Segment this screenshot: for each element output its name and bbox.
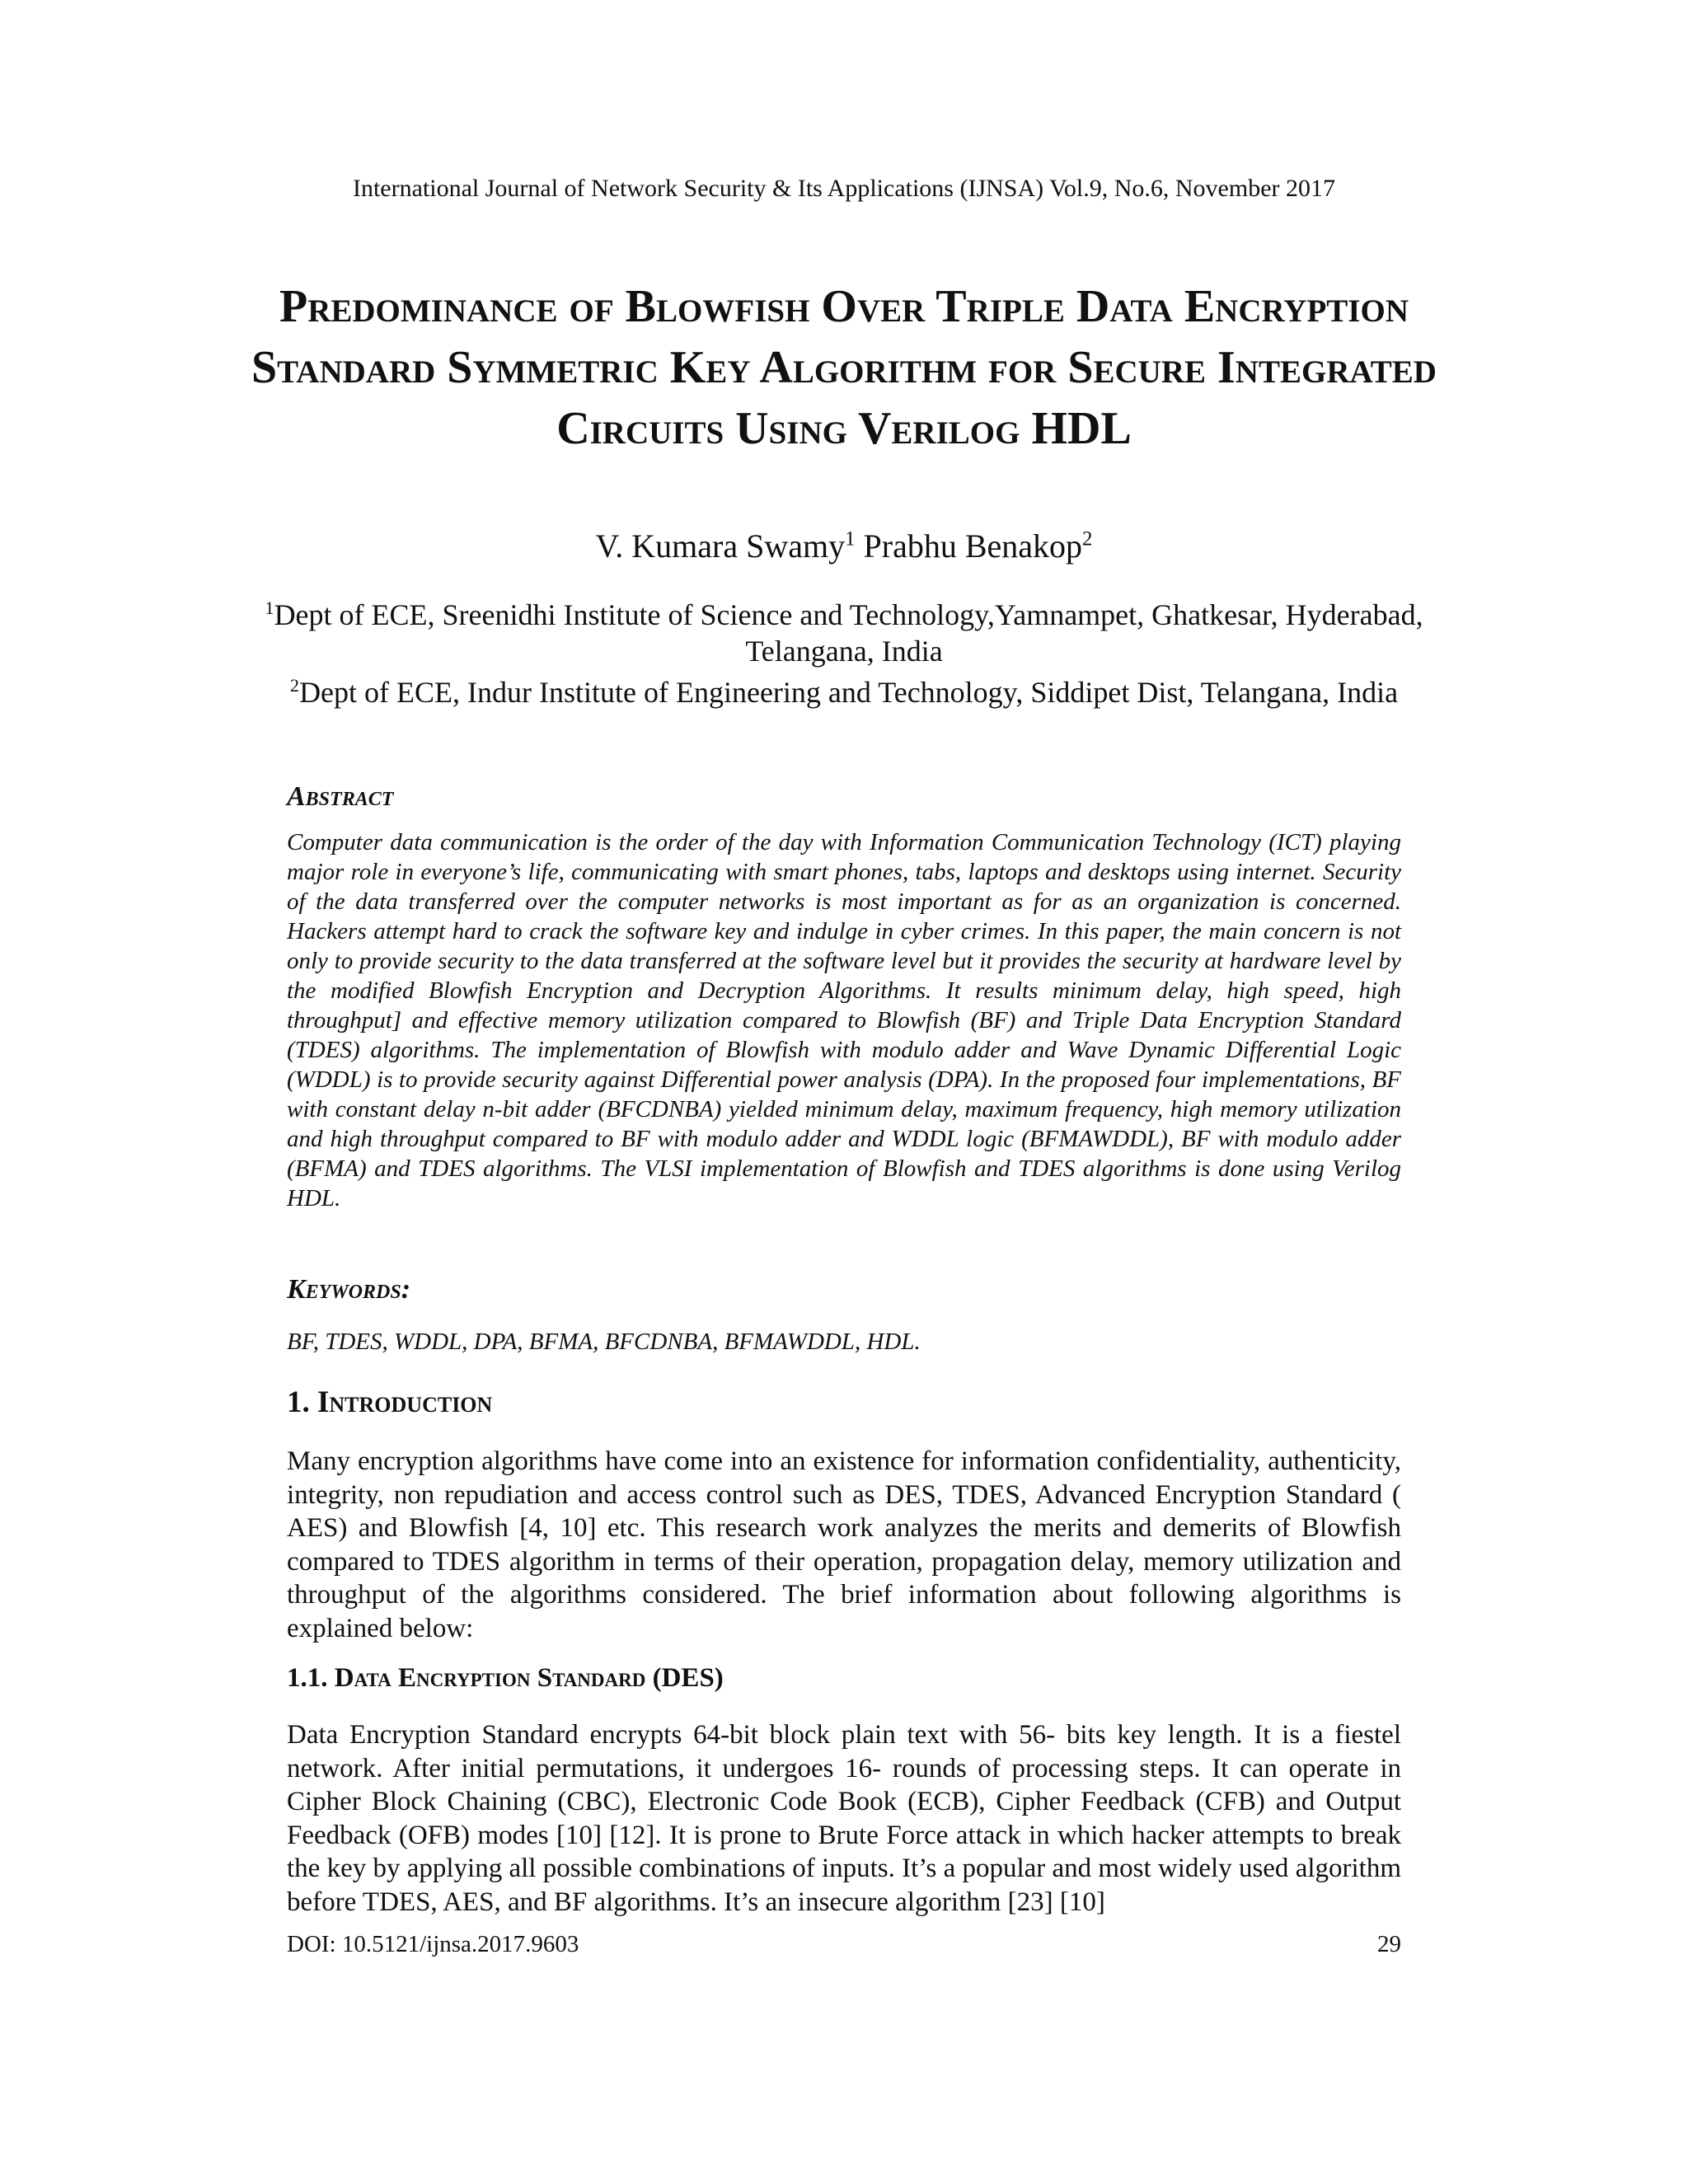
page-number: 29 [1377,1931,1401,1957]
author-1-mark: 1 [845,527,856,551]
author-line [0,526,1688,567]
introduction-heading: 1. Introduction [287,1385,493,1419]
keywords-text: BF, TDES, WDDL, DPA, BFMA, BFCDNBA, BFMAWDDL, HDL. [287,1329,921,1355]
author-2-mark: 2 [1082,527,1093,551]
affiliation-2-mark: 2 [289,675,300,696]
paper-title: Predominance of Blowfish Over Triple Data Encryption Standard Symmetric Key Algorithm for Secure Integrated Circuits Using Verilog HDL [251,281,1437,454]
des-text: Data Encryption Standard encrypts 64-bit block plain text with 56- bits key length. It is a fiestel network. After initial permutations, it undergoes 16- rounds of processing steps. It can operate in Cipher Block Chaining (CBC), Electronic Code Book (ECB), Cipher Feedback (CFB) and Output Feedback (OFB) modes [10] [12]. It is prone to Brute Force attack in which hacker attempts to break the key by applying all possible combinations of inputs. It’s a popular and most widely used algorithm before TDES, AES, and BF algorithms. It’s an insecure algorithm [23] [10] [287,1720,1401,1917]
abstract-text: Computer data communication is the order of the day with Information Communication Technology (ICT) playing major role in everyone’s life, communicating with smart phones, tabs, laptops and desktops using internet. Security of the data transferred over the computer networks is most important as for as an organization is concerned. Hackers attempt hard to crack the software key and indulge in cyber crimes. In this paper, the main concern is not only to provide security to the data transferred at the software level but it provides the security at hardware level by the modified Blowfish Encryption and Decryption Algorithms. It results minimum delay, high speed, high throughput] and effective memory utilization compared to Blowfish (BF) and Triple Data Encryption Standard (TDES) algorithms. The implementation of Blowfish with modulo adder and Wave Dynamic Differential Logic (WDDL) is to provide security against Differential power analysis (DPA). In the proposed four implementations, BF with constant delay n-bit adder (BFCDNBA) yielded minimum delay, maximum frequency, high memory utilization and high throughput compared to BF with modulo adder and WDDL logic (BFMAWDDL), BF with modulo adder (BFMA) and TDES algorithms. The VLSI implementation of Blowfish and TDES algorithms is done using Verilog HDL. [287,829,1401,1212]
affiliation-2-text: Dept of ECE, Indur Institute of Engineering and Technology, Siddipet Dist, Telangana, India [299,676,1399,709]
abstract-heading: Abstract [287,781,394,812]
affiliation-2 [247,674,1441,710]
affiliation-1-mark: 1 [265,598,274,618]
affiliation-1-text: Dept of ECE, Sreenidhi Institute of Science and Technology,Yamnampet, Ghatkesar, Hyderabad, Telangana, India [274,598,1423,668]
keywords-heading: Keywords: [287,1274,411,1305]
des-heading: 1.1. Data Encryption Standard (DES) [287,1663,724,1693]
affiliation-1 [247,597,1441,669]
author-1-name: V. Kumara Swamy [595,527,846,565]
introduction-text: Many encryption algorithms have come into an existence for information confidentiality, authenticity, integrity, non repudiation and access control such as DES, TDES, Advanced Encryption Standard ( AES) and Blowfish [4, 10] etc. This research work analyzes the merits and demerits of Blowfish compared to TDES algorithm in terms of their operation, propagation delay, memory utilization and throughput of the algorithms considered. The brief information about following algorithms is explained below: [287,1446,1401,1643]
journal-header: International Journal of Network Security & Its Applications (IJNSA) Vol.9, No.6, November 2017 [352,175,1336,202]
doi-footer: DOI: 10.5121/ijnsa.2017.9603 [287,1931,579,1957]
author-2-name: Prabhu Benakop [863,527,1083,565]
